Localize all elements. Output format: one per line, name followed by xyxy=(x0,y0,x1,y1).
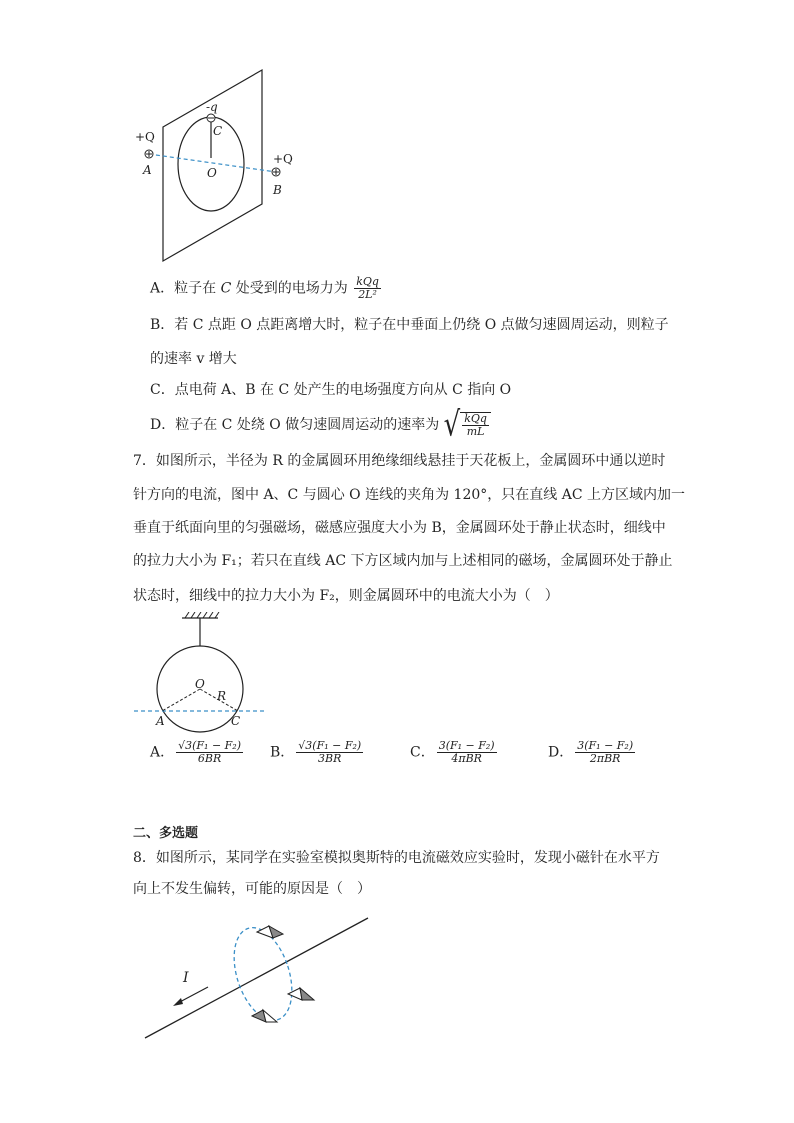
label-plusQ-left: +Q xyxy=(135,130,155,144)
fig2-label-A: A xyxy=(156,714,165,728)
label-O: O xyxy=(207,166,217,180)
fig2-label-C: C xyxy=(231,714,241,728)
q6-option-b-line1: B．若 C 点距 O 点距离增大时，粒子在中垂面上仍绕 O 点做匀速圆周运动，则粒子 xyxy=(150,317,669,333)
q7-line2: 针方向的电流，图中 A、C 与圆心 O 连线的夹角为 120°，只在直线 AC 上方区域内加一 xyxy=(133,487,685,503)
optD-sqrt: √ $\frac{\text{kQq}}{mL}$ xyxy=(444,412,491,438)
figure-oersted xyxy=(140,912,375,1044)
fig2-label-O: O xyxy=(195,677,205,691)
label-minus-q: -q xyxy=(206,100,218,114)
q7-line3: 垂直于纸面向里的匀强磁场，磁感应强度大小为 B，金属圆环处于静止状态时，细线中 xyxy=(133,520,666,536)
section-heading: 二、多选题 xyxy=(133,826,199,841)
label-plusQ-right: +Q xyxy=(273,152,293,166)
q7-choice-b: B． $\frac{\text{√3(F₁ − F₂)}}{3BR}$ xyxy=(270,739,362,765)
q8-line2: 向上不发生偏转，可能的原因是（ ） xyxy=(133,881,371,897)
label-C: C xyxy=(213,124,223,138)
q7-line4: 的拉力大小为 F₁；若只在直线 AC 下方区域内加与上述相同的磁场，金属圆环处于静止 xyxy=(133,553,673,569)
compass-needle-bottom xyxy=(252,1010,277,1022)
optA-fraction: $\frac{\text{kQq}}{\text{2L²}}$ xyxy=(356,275,379,301)
q7-line5: 状态时，细线中的拉力大小为 F₂，则金属圆环中的电流大小为（ ） xyxy=(133,588,559,604)
label-B: B xyxy=(273,183,282,197)
compass-needle-top xyxy=(257,926,283,938)
q6-option-c: C．点电荷 A、B 在 C 处产生的电场强度方向从 C 指向 O xyxy=(150,382,512,398)
q7-choice-d: D． $\frac{\text{3(F₁ − F₂)}}{\text{2πBR}}$ xyxy=(548,739,634,765)
q6-option-d: D．粒子在 C 处绕 O 做匀速圆周运动的速率为 √ $\frac{\text{kQq}}{mL}$ xyxy=(150,412,491,438)
fig2-label-R: R xyxy=(217,689,227,703)
q7-choice-c: C． $\frac{\text{3(F₁ − F₂)}}{\text{4πBR}}$ xyxy=(410,739,495,765)
q7-line1: 7．如图所示，半径为 R 的金属圆环用绝缘细线悬挂于天花板上，金属圆环中通以逆时 xyxy=(133,453,666,469)
q7-choice-a: A． $\frac{\text{√3(F₁ − F₂)}}{6BR}$ xyxy=(150,739,242,765)
label-A: A xyxy=(143,163,152,177)
fig3-label-I: I xyxy=(183,970,189,986)
q6-option-b-line2: 的速率 v 增大 xyxy=(150,351,237,367)
q8-line1: 8．如图所示，某同学在实验室模拟奥斯特的电流磁效应实验时，发现小磁针在水平方 xyxy=(133,850,660,866)
q6-option-a: A．粒子在 C 处受到的电场力为 $\frac{\text{kQq}}{\text{2L²}}$ xyxy=(150,275,379,301)
straight-wire xyxy=(145,918,368,1038)
